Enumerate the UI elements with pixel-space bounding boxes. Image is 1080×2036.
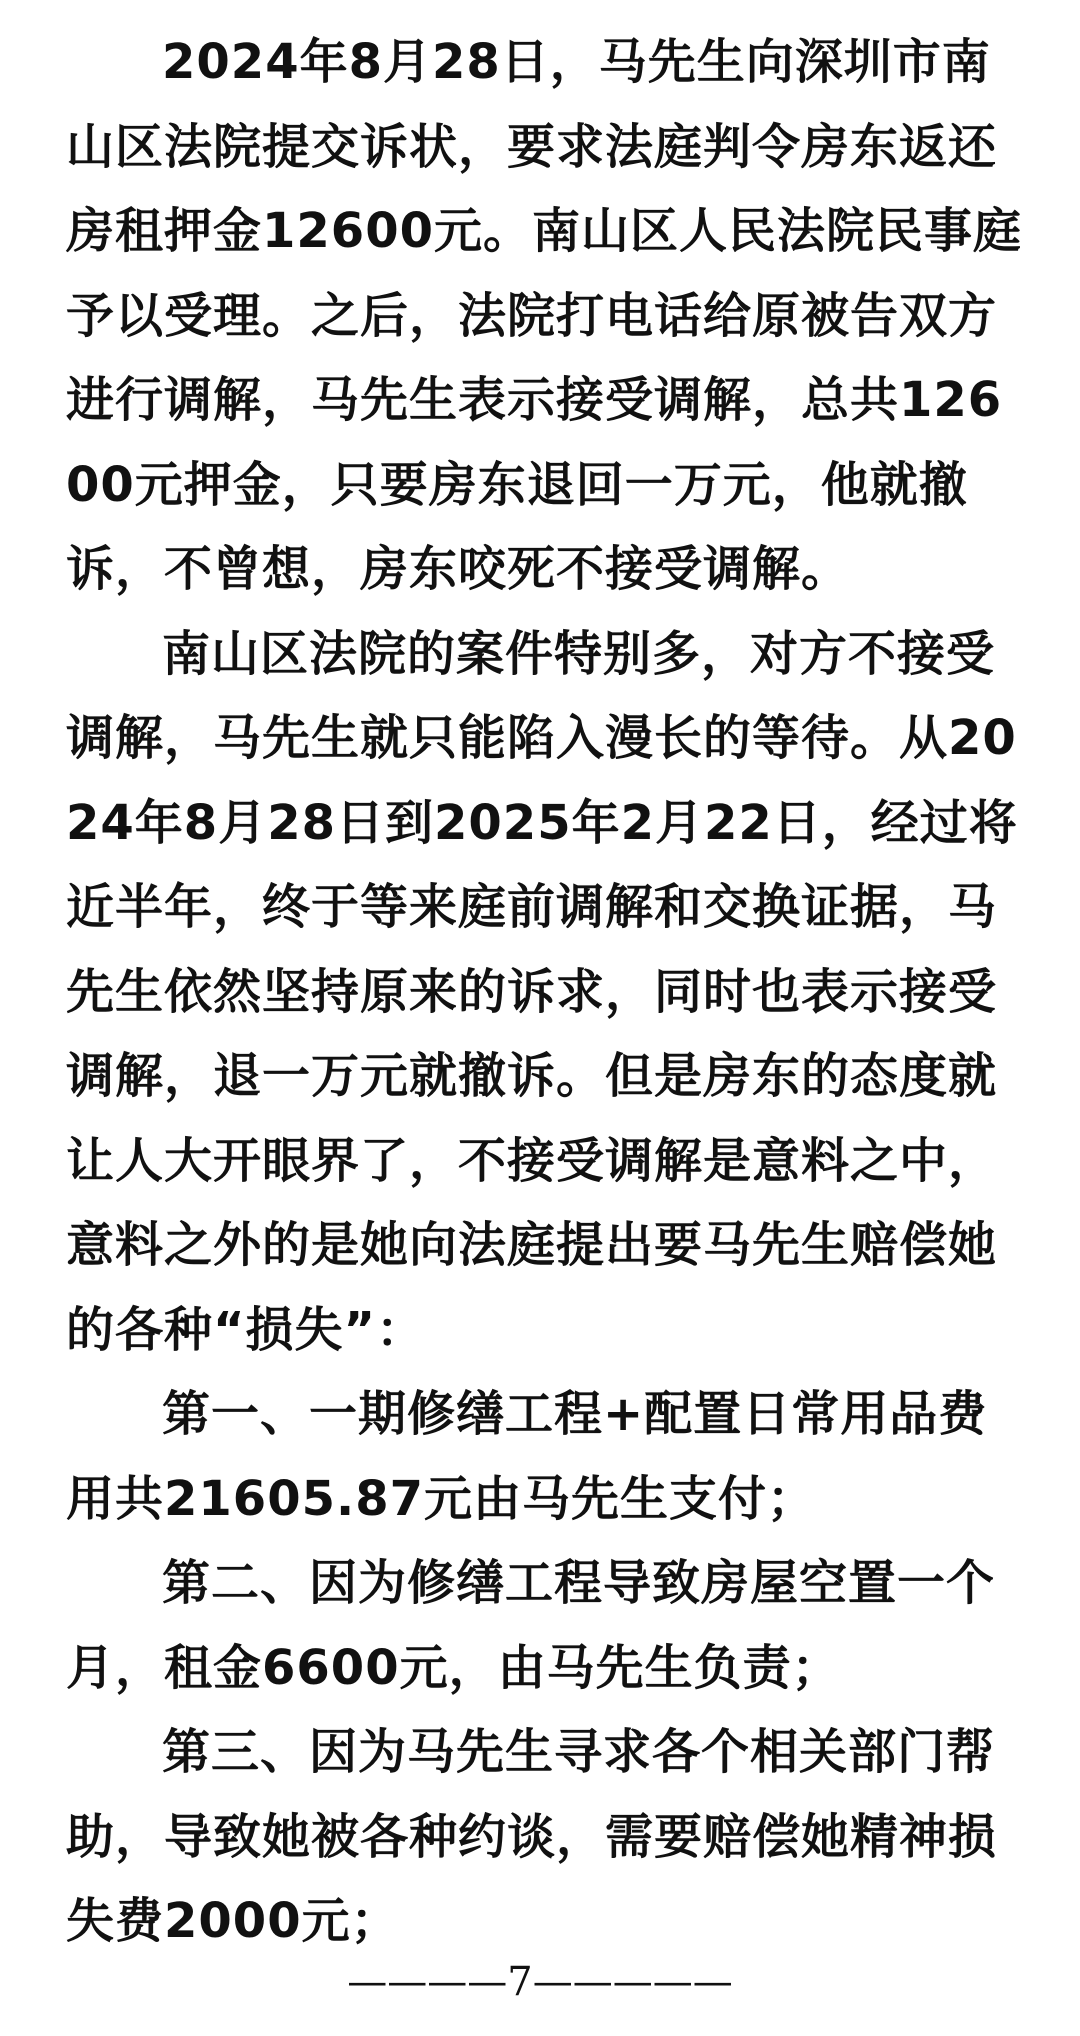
document-body [66, 20, 1026, 1964]
paragraph-claim-two: 第二、因为修缮工程导致房屋空置一个月，租金6600元，由马先生负责； [66, 1555, 996, 1696]
paragraph-claim-three: 第三、因为马先生寻求各个相关部门帮助，导致她被各种约谈，需要赔偿她精神损失费2000元； [66, 1724, 998, 1949]
paragraph-lawsuit-filing: 2024年8月28日，马先生向深圳市南山区法院提交诉状，要求法庭判令房东返还房租押金12600元。南山区人民法院民事庭予以受理。之后，法院打电话给原被告双方进行调解，马先生表示接受调解，总共12600元押金，只要房东退回一万元，他就撤诉，不曾想，房东咬死不接受调解。 [66, 34, 1022, 597]
page-number-footer: ————7————— [347, 1959, 733, 2005]
paragraph-claim-one: 第一、一期修缮工程+配置日常用品费用共21605.87元由马先生支付； [66, 1386, 988, 1527]
paragraph-mediation-wait: 南山区法院的案件特别多，对方不接受调解，马先生就只能陷入漫长的等待。从2024年8月28日到2025年2月22日，经过将近半年，终于等来庭前调解和交换证据，马先生依然坚持原来的诉求，同时也表示接受调解，退一万元就撤诉。但是房东的态度就让人大开眼界了，不接受调解是意料之中，意料之外的是她向法庭提出要马先生赔偿她的各种“损失”： [66, 625, 1018, 1358]
